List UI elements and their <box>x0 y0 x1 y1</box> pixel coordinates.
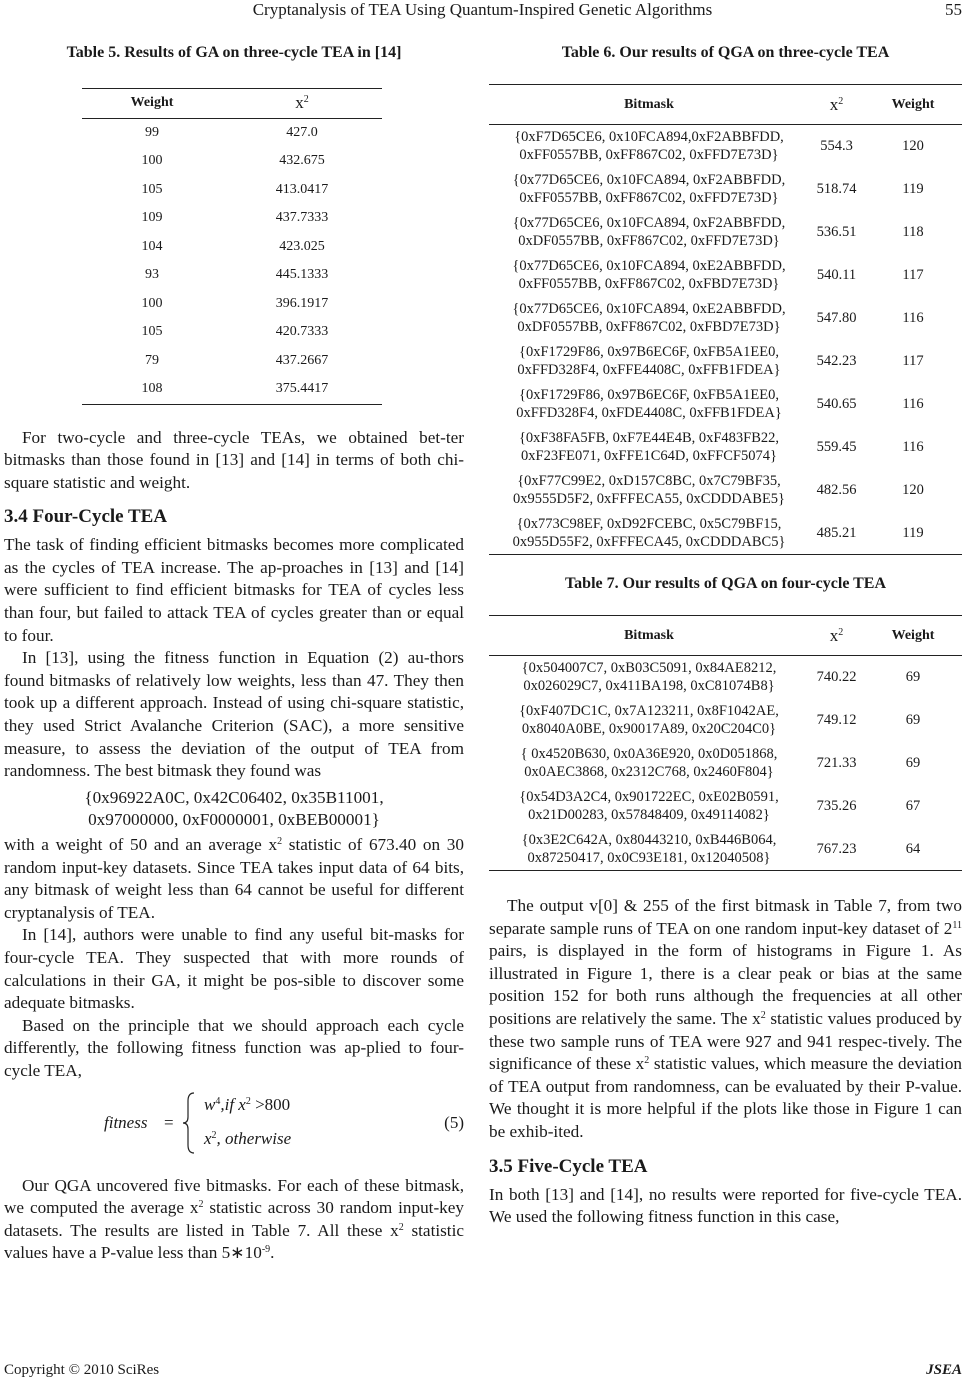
cell-weight: 109 <box>141 210 163 226</box>
cell-chi: 420.7333 <box>275 324 329 340</box>
eq-case-1: $w^4,if$ $x^2 >800$ <box>204 1094 291 1114</box>
table-row <box>489 699 962 742</box>
cell-chi: 540.11 <box>816 267 857 283</box>
right-column <box>489 44 962 1229</box>
cell-chi: 485.21 <box>816 524 857 541</box>
cell-weight: 67 <box>905 798 921 814</box>
table-row <box>82 261 382 290</box>
cell-weight: 120 <box>902 138 924 155</box>
cell-chi: 767.23 <box>816 840 857 857</box>
cell-weight: 104 <box>141 238 163 254</box>
table5-caption: Table 5. Results of GA on three-cycle TEA in [14] <box>66 44 402 61</box>
table6-chi-header: $x^2$ <box>829 94 844 114</box>
cell-weight: 120 <box>902 482 924 498</box>
cell-bitmask: {0xF1729F86, 0x97B6EC6F, 0xFB5A1EE0, 0xFFD328F4, 0xFFE4408C, 0xFFB1FDEA} <box>517 344 781 378</box>
section-heading-3-5: 3.5 Five-Cycle TEA <box>489 1155 648 1177</box>
page-footer <box>4 1362 962 1379</box>
paragraph-histogram-discussion: The output v[0] & 255 of the first bitmask in Table 7, from two separate sample runs of TEA on one random input-key dataset of $2^{11}$ pairs, is displayed in the form of histograms in Figure 1. As illustrated in Figure 1, there is a clear peak or bias at the same position 152 for both runs although the frequencies at all other positions are relatively the same. The $x^2$ statistic values produced by these two sample runs of TEA were 927 and 941 respec-tively. The significance of these $x^2$ statistic values, which measure the deviation of TEA output from randomness, can be evaluated by their P-value. We thought it is more helpful if the plots like those in Figure 1 can be exhib-ited. <box>489 896 963 1141</box>
left-column <box>4 44 464 1265</box>
copyright-text: Copyright © 2010 SciRes <box>4 1362 160 1378</box>
table-row <box>489 512 962 555</box>
table6-caption: Table 6. Our results of QGA on three-cycle TEA <box>561 44 890 61</box>
cell-bitmask: {0x77D65CE6, 0x10FCA894, 0xE2ABBFDD, 0xFF0557BB, 0xFF867C02, 0xFBD7E73D} <box>512 258 786 292</box>
cell-weight: 105 <box>141 324 163 340</box>
table6 <box>489 84 962 555</box>
page-number: 55 <box>945 0 962 19</box>
cell-chi: 432.675 <box>279 153 325 169</box>
cell-weight: 64 <box>905 840 921 857</box>
cell-chi: 721.33 <box>816 755 857 771</box>
table-row <box>82 375 382 404</box>
paragraph-sac-approach: In [13], using the fitness function in Equation (2) au-thors found bitmasks of relatively low weights, less than 47. They then took up a different approach. Instead of using chi-square statistic, they used Strict Avalanche Criterion (SAC), a more sensitive measure, to assess the deviation of the output of TEA from randomness. The best bitmask they found was <box>4 648 464 781</box>
cell-weight: 116 <box>902 439 924 455</box>
cell-weight: 69 <box>905 712 921 728</box>
cell-weight: 100 <box>141 153 163 169</box>
table-row <box>82 233 382 262</box>
cell-chi: 445.1333 <box>275 267 329 283</box>
paragraph-weight-note: with a weight of 50 and an average $x^2$ statistic of 673.40 on 30 random input-key datasets. Since TEA takes input data of 64 bits, any bitmask of weight less than 64 cannot be useful for different cryptanalysis of TEA. <box>4 835 464 922</box>
cell-bitmask: {0xF38FA5FB, 0xF7E44E4B, 0xF483FB22, 0xF23FE071, 0xFFE1C64D, 0xFFCF5074} <box>518 430 780 464</box>
table7 <box>489 615 962 871</box>
equation-5 <box>4 1089 464 1161</box>
cell-chi: 735.26 <box>816 798 857 814</box>
cell-weight: 118 <box>902 224 924 240</box>
table-row <box>489 469 962 512</box>
table-row <box>489 211 962 254</box>
cell-weight: 93 <box>145 267 159 283</box>
cell-weight: 116 <box>902 310 924 326</box>
cell-bitmask: { 0x4520B630, 0x0A36E920, 0x0D051868, 0x0AEC3868, 0x2312C768, 0x2460F804} <box>520 746 778 780</box>
cell-weight: 69 <box>905 669 921 686</box>
table5 <box>82 88 382 405</box>
cell-weight: 69 <box>905 755 921 771</box>
cell-chi: 547.80 <box>816 310 857 326</box>
cell-bitmask: {0x77D65CE6, 0x10FCA894, 0xF2ABBFDD, 0xDF0557BB, 0xFF867C02, 0xFFD7E73D} <box>512 215 786 249</box>
table-row <box>489 125 962 168</box>
cell-chi: 413.0417 <box>275 181 329 197</box>
eq-brace-icon <box>182 1091 196 1155</box>
table-row <box>82 318 382 347</box>
table7-chi-header: $x^2$ <box>829 625 844 645</box>
cell-weight: 108 <box>141 381 163 397</box>
cell-chi: 749.12 <box>816 712 857 728</box>
section-heading-3-4: 3.4 Four-Cycle TEA <box>4 506 168 528</box>
cell-chi: 540.65 <box>816 396 857 412</box>
table7-bitmask-header: Bitmask <box>624 627 674 643</box>
cell-weight: 99 <box>145 124 159 140</box>
cell-chi: 423.025 <box>279 238 325 254</box>
cell-bitmask: {0xF7D65CE6, 0x10FCA894,0xF2ABBFDD, 0xFF0557BB, 0xFF867C02, 0xFFD7E73D} <box>514 129 784 164</box>
table7-caption: Table 7. Our results of QGA on four-cycle TEA <box>564 575 887 592</box>
cell-bitmask: {0xF1729F86, 0x97B6EC6F, 0xFB5A1EE0, 0xFFD328F4, 0xFDE4408C, 0xFFB1FDEA} <box>516 387 782 421</box>
table6-bitmask-header: Bitmask <box>624 96 674 112</box>
cell-weight: 116 <box>902 396 924 412</box>
table-row <box>489 383 962 426</box>
cell-bitmask: {0x54D3A2C4, 0x901722EC, 0xE02B0591, 0x21D00283, 0x57848409, 0x49114082} <box>519 789 779 823</box>
paragraph-five-cycle-intro: In both [13] and [14], no results were reported for five-cycle TEA. We used the following fitness function in this case, <box>489 1184 962 1227</box>
cell-chi: 396.1917 <box>275 295 329 311</box>
cell-bitmask: {0x504007C7, 0xB03C5091, 0x84AE8212, 0x026029C7, 0x411BA198, 0xC81074B8} <box>521 660 777 695</box>
table-row <box>489 297 962 340</box>
table-row <box>489 656 962 699</box>
table5-weight-header: Weight <box>130 95 174 111</box>
cell-bitmask: {0x77D65CE6, 0x10FCA894, 0xE2ABBFDD, 0xDF0557BB, 0xFF867C02, 0xFBD7E73D} <box>512 301 786 335</box>
cell-chi: 437.7333 <box>275 210 329 226</box>
cell-weight: 105 <box>141 181 163 197</box>
table-row <box>82 290 382 319</box>
table-row <box>489 340 962 383</box>
cell-weight: 119 <box>902 524 924 541</box>
paragraph-qga-bitmasks: Our QGA uncovered five bitmasks. For each of these bitmask, we computed the average $x^2$ statistic across 30 random input-key datasets. The results are listed in Table 7. All these $x^2$ statistic values have a P-value less than $5∗10^{-9}$. <box>4 1175 464 1263</box>
table-row <box>489 254 962 297</box>
cell-weight: 79 <box>145 352 159 368</box>
cell-bitmask: {0x3E2C642A, 0x80443210, 0xB446B064, 0x87250417, 0x0C93E181, 0x12040508} <box>521 831 777 866</box>
eq-equals: = <box>164 1112 174 1132</box>
cell-weight: 117 <box>902 353 924 369</box>
table-row <box>82 147 382 176</box>
cell-chi: 437.2667 <box>275 352 329 368</box>
eq-case-2: $x^2$, otherwise <box>204 1128 292 1148</box>
cell-chi: 740.22 <box>816 669 857 686</box>
paragraph-fitness-intro: Based on the principle that we should approach each cycle differently, the following fitness function was ap-plied to four-cycle TEA, <box>4 1015 464 1080</box>
cell-weight: 117 <box>902 267 924 283</box>
eq-lhs: fitness <box>104 1112 148 1132</box>
cell-bitmask: {0xF77C99E2, 0xD157C8BC, 0x7C79BF35, 0x9555D5F2, 0xFFFECA55, 0xCDDDABE5} <box>512 473 786 507</box>
table7-header-row <box>489 616 962 656</box>
cell-chi: 482.56 <box>816 482 857 498</box>
table-row <box>489 785 962 828</box>
cell-chi: 427.0 <box>286 124 318 140</box>
cell-chi: 554.3 <box>820 138 853 155</box>
cell-bitmask: {0xF407DC1C, 0x7A123211, 0x8F1042AE, 0x8040A0BE, 0x90017A89, 0x20C204C0} <box>519 703 779 737</box>
table-row <box>82 176 382 205</box>
cell-weight: 100 <box>141 295 163 311</box>
best-bitmask-line-1: {0x96922A0C, 0x42C06402, 0x35B11001, <box>84 787 384 807</box>
table-row <box>82 118 382 147</box>
table6-weight-header: Weight <box>891 96 935 112</box>
cell-chi: 375.4417 <box>275 381 329 397</box>
table-row <box>489 828 962 871</box>
eq-number: (5) <box>444 1112 464 1132</box>
cell-chi: 542.23 <box>816 353 857 369</box>
table-row <box>489 742 962 785</box>
table5-chi-header: $x^2$ <box>295 93 309 113</box>
running-header <box>0 0 965 24</box>
table-row <box>82 204 382 233</box>
paragraph-ga-unsuccessful: In [14], authors were unable to find any useful bit-masks for four-cycle TEA. They suspected that with more rounds of calculations in their GA, it might be pos-sible to discover some adequate bitmasks. <box>4 925 464 1013</box>
cell-chi: 518.74 <box>816 181 857 197</box>
table-row <box>82 347 382 376</box>
running-title: Cryptanalysis of TEA Using Quantum-Inspired Genetic Algorithms <box>252 0 713 19</box>
table-row <box>489 426 962 469</box>
table7-weight-header: Weight <box>891 627 935 643</box>
best-bitmask-line-2: 0x97000000, 0xF0000001, 0xBEB00001} <box>88 810 380 830</box>
journal-abbrev: JSEA <box>926 1362 962 1378</box>
cell-chi: 559.45 <box>816 439 857 455</box>
paragraph-results-summary: For two-cycle and three-cycle TEAs, we obtained bet-ter bitmasks than those found in [13] and [14] in terms of both chi-square statistic and weight. <box>4 427 464 492</box>
cell-weight: 119 <box>902 181 924 197</box>
cell-bitmask: {0x773C98EF, 0xD92FCEBC, 0x5C79BF15, 0x955D55F2, 0xFFFECA45, 0xCDDDABC5} <box>512 515 786 550</box>
cell-chi: 536.51 <box>816 224 857 240</box>
best-bitmask-block <box>4 787 464 832</box>
table5-header-row <box>82 89 382 119</box>
table-row <box>489 168 962 211</box>
paragraph-four-cycle-intro: The task of finding efficient bitmasks becomes more complicated as the cycles of TEA increase. The ap-proaches in [13] and [14] were sufficient to find efficient bitmasks for TEA of cycles less than four, but failed to attack TEA of cycles greater than or equal to four. <box>4 535 464 645</box>
cell-bitmask: {0x77D65CE6, 0x10FCA894, 0xF2ABBFDD, 0xFF0557BB, 0xFF867C02, 0xFFD7E73D} <box>512 172 786 206</box>
table6-header-row <box>489 85 962 125</box>
